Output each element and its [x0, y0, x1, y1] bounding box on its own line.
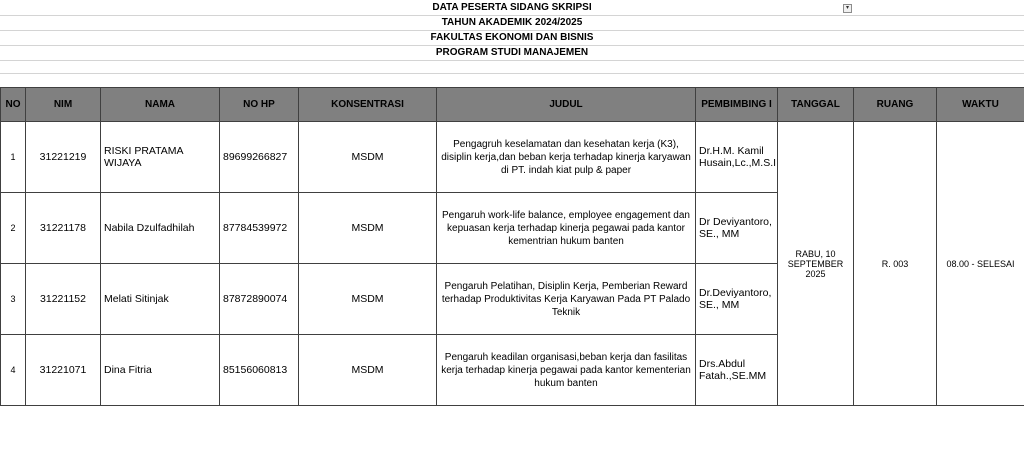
col-header-nim[interactable]: NIM	[26, 88, 101, 122]
col-header-waktu[interactable]: WAKTU	[937, 88, 1024, 122]
cell-no[interactable]: 3	[1, 264, 26, 335]
cell-waktu[interactable]: 08.00 - SELESAI	[937, 122, 1024, 406]
cell-konsentrasi[interactable]: MSDM	[299, 264, 437, 335]
title-line-4: PROGRAM STUDI MANAJEMEN	[435, 47, 589, 58]
cell-no[interactable]: 2	[1, 193, 26, 264]
cell-hp[interactable]: 87784539972	[220, 193, 299, 264]
col-header-pembimbing[interactable]: PEMBIMBING I	[696, 88, 778, 122]
cell-nama[interactable]: Melati Sitinjak	[101, 264, 220, 335]
cell-konsentrasi[interactable]: MSDM	[299, 335, 437, 406]
cell-nama[interactable]: Dina Fitria	[101, 335, 220, 406]
cell-no[interactable]: 1	[1, 122, 26, 193]
table-row	[1, 122, 1024, 193]
cell-konsentrasi[interactable]: MSDM	[299, 122, 437, 193]
cell-tanggal[interactable]: RABU, 10 SEPTEMBER 2025	[778, 122, 854, 406]
cell-pembimbing[interactable]: Dr.H.M. Kamil Husain,Lc.,M.S.I	[696, 122, 778, 193]
col-header-konsentrasi[interactable]: KONSENTRASI	[299, 88, 437, 122]
title-line-2: TAHUN AKADEMIK 2024/2025	[441, 17, 583, 28]
cell-konsentrasi[interactable]: MSDM	[299, 193, 437, 264]
table-header-row	[1, 88, 1024, 122]
cell-pembimbing[interactable]: Drs.Abdul Fatah.,SE.MM	[696, 335, 778, 406]
cell-hp[interactable]: 85156060813	[220, 335, 299, 406]
filter-dropdown-icon[interactable]: ▾	[843, 4, 852, 13]
cell-nim[interactable]: 31221071	[26, 335, 101, 406]
cell-nim[interactable]: 31221152	[26, 264, 101, 335]
cell-nim[interactable]: 31221178	[26, 193, 101, 264]
cell-judul[interactable]: Pengaruh keadilan organisasi,beban kerja dan fasilitas kerja terhadap kinerja pegawai pada kantor kementerian hukum banten	[437, 335, 696, 406]
cell-nim[interactable]: 31221219	[26, 122, 101, 193]
cell-judul[interactable]: Pengaruh work-life balance, employee engagement dan kepuasan kerja terhadap kinerja pegawai pada kantor kementrian hukum banten	[437, 193, 696, 264]
cell-hp[interactable]: 87872890074	[220, 264, 299, 335]
cell-ruang[interactable]: R. 003	[854, 122, 937, 406]
cell-judul[interactable]: Pengagruh keselamatan dan kesehatan kerja (K3), disiplin kerja,dan beban kerja terhadap kinerja karyawan di PT. indah kiat pulp & paper	[437, 122, 696, 193]
title-line-3: FAKULTAS EKONOMI DAN BISNIS	[430, 32, 594, 43]
cell-hp[interactable]: 89699266827	[220, 122, 299, 193]
col-header-hp[interactable]: NO HP	[220, 88, 299, 122]
cell-no[interactable]: 4	[1, 335, 26, 406]
title-line-1: DATA PESERTA SIDANG SKRIPSI	[432, 2, 592, 13]
cell-pembimbing[interactable]: Dr.Deviyantoro, SE., MM	[696, 264, 778, 335]
col-header-nama[interactable]: NAMA	[101, 88, 220, 122]
cell-pembimbing[interactable]: Dr Deviyantoro, SE., MM	[696, 193, 778, 264]
col-header-judul[interactable]: JUDUL	[437, 88, 696, 122]
cell-judul[interactable]: Pengaruh Pelatihan, Disiplin Kerja, Pemberian Reward terhadap Produktivitas Kerja Karyawan Pada PT Palado Teknik	[437, 264, 696, 335]
cell-nama[interactable]: RISKI PRATAMA WIJAYA	[101, 122, 220, 193]
participants-table	[0, 87, 1024, 406]
col-header-ruang[interactable]: RUANG	[854, 88, 937, 122]
col-header-tanggal[interactable]: TANGGAL	[778, 88, 854, 122]
cell-nama[interactable]: Nabila Dzulfadhilah	[101, 193, 220, 264]
col-header-no[interactable]: NO	[1, 88, 26, 122]
